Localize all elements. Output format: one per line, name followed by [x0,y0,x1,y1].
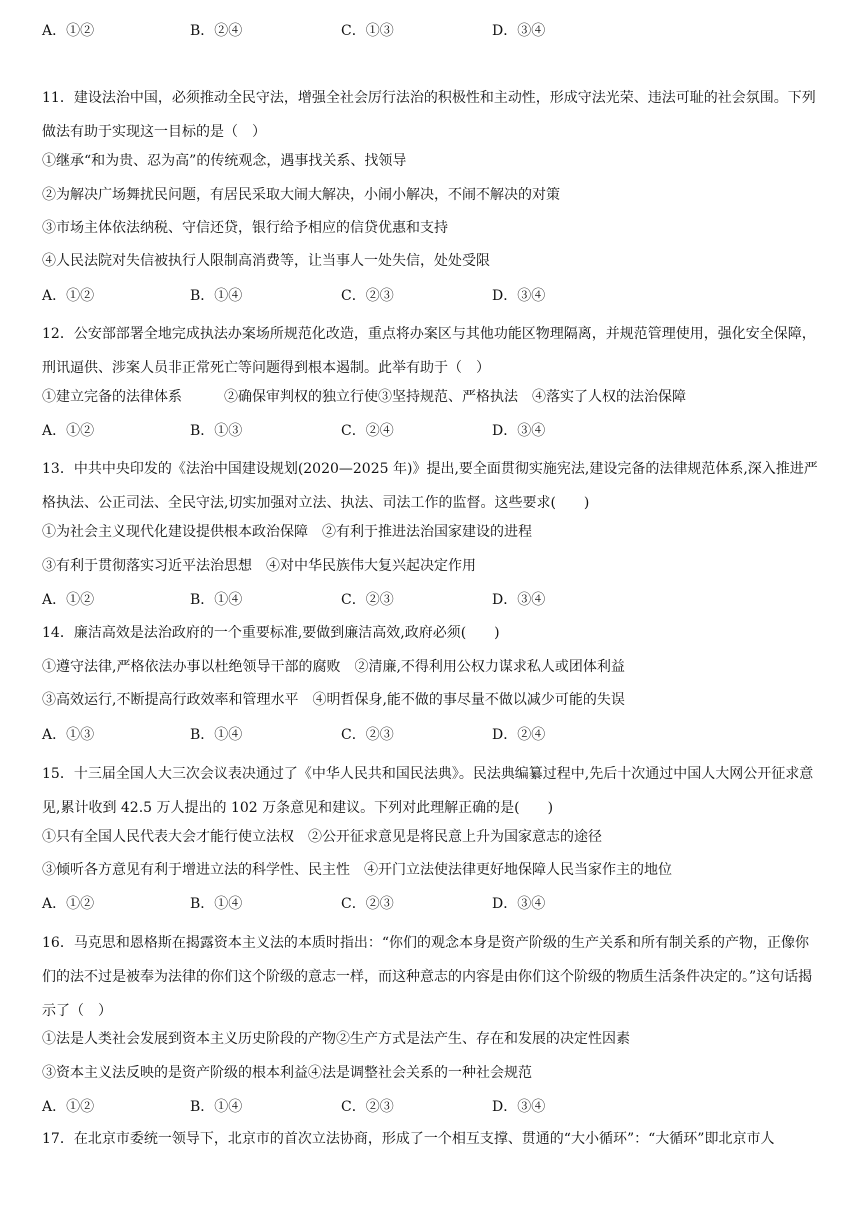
option-b[interactable]: B．①④ [190,727,243,743]
q16-item-1: ①法是人类社会发展到资本主义历史阶段的产物②生产方式是法产生、存在和发展的决定性因素 [42,1031,630,1047]
q11-item-1: ①继承“和为贵、忍为高”的传统观念，遇事找关系、找领导 [42,153,407,169]
q12-options [42,421,822,441]
q15-item-1: ①只有全国人民代表大会才能行使立法权 ②公开征求意见是将民意上升为国家意志的途径 [42,829,602,845]
q17-stem: 17．在北京市委统一领导下，北京市的首次立法协商，形成了一个相互支撑、贯通的“大小循环”：“大循环”即北京市人 [42,1131,775,1147]
q15-item-2: ③倾听各方意见有利于增进立法的科学性、民主性 ④开门立法使法律更好地保障人民当家作主的地位 [42,862,672,878]
q11-options [42,286,822,306]
option-c[interactable]: C．②③ [341,288,394,304]
option-b[interactable]: B．②④ [190,23,243,39]
option-b[interactable]: B．①④ [190,288,243,304]
q11-stem: 11．建设法治中国，必须推动全民守法，增强全社会厉行法治的积极性和主动性，形成守法光荣、违法可耻的社会氛围。下列做法有助于实现这一目标的是（ ） [42,90,816,140]
q13-options [42,590,822,610]
q12-item-1: ①建立完备的法律体系 ②确保审判权的独立行使③坚持规范、严格执法 ④落实了人权的法治保障 [42,389,686,405]
q14-stem: 14．廉洁高效是法治政府的一个重要标准,要做到廉洁高效,政府必须( ) [42,625,500,641]
q16-options [42,1097,822,1117]
q14-options [42,725,822,745]
option-a[interactable]: A．①② [42,288,95,304]
q11-item-4: ④人民法院对失信被执行人限制高消费等，让当事人一处失信，处处受限 [42,253,490,269]
q13-item-1: ①为社会主义现代化建设提供根本政治保障 ②有利于推进法治国家建设的进程 [42,524,532,540]
option-d[interactable]: D．③④ [492,896,546,912]
option-d[interactable]: D．③④ [492,423,546,439]
q16-item-2: ③资本主义法反映的是资产阶级的根本利益④法是调整社会关系的一种社会规范 [42,1065,532,1081]
option-a[interactable]: A．①② [42,23,95,39]
option-a[interactable]: A．①② [42,423,95,439]
option-b[interactable]: B．①④ [190,896,243,912]
q13-stem: 13．中共中央印发的《法治中国建设规划(2020—2025 年)》提出,要全面贯彻实施宪法,建设完备的法律规范体系,深入推进严格执法、公正司法、全民守法,切实加强对立法、执法、司法工作的监督。这些要求( ) [42,461,818,511]
option-c[interactable]: C．①③ [341,23,394,39]
q15-stem: 15．十三届全国人大三次会议表决通过了《中华人民共和国民法典》。民法典编纂过程中,先后十次通过中国人大网公开征求意见,累计收到 42.5 万人提出的 102 万条意见和建议。下列对此理解正确的是( ) [42,766,814,816]
option-b[interactable]: B．①④ [190,1099,243,1115]
q16-stem: 16．马克思和恩格斯在揭露资本主义法的本质时指出：“你们的观念本身是资产阶级的生产关系和所有制关系的产物，正像你们的法不过是被奉为法律的你们这个阶级的意志一样，而这种意志的内容是由你们这个阶级的物质生活条件决定的。”这句话揭示了（ ） [42,935,813,1019]
option-d[interactable]: D．②④ [492,727,546,743]
option-c[interactable]: C．②③ [341,592,394,608]
option-d[interactable]: D．③④ [492,1099,546,1115]
option-a[interactable]: A．①② [42,1099,95,1115]
q15-options [42,894,822,914]
q10-options [42,21,822,41]
option-a[interactable]: A．①② [42,592,95,608]
q14-item-1: ①遵守法律,严格依法办事以杜绝领导干部的腐败 ②清廉,不得利用公权力谋求私人或团体利益 [42,659,625,675]
q13-item-2: ③有利于贯彻落实习近平法治思想 ④对中华民族伟大复兴起决定作用 [42,558,476,574]
option-d[interactable]: D．③④ [492,23,546,39]
option-c[interactable]: C．②④ [341,423,394,439]
option-b[interactable]: B．①③ [190,423,243,439]
q12-stem: 12．公安部部署全地完成执法办案场所规范化改造，重点将办案区与其他功能区物理隔离，并规范管理使用，强化安全保障，刑讯逼供、涉案人员非正常死亡等问题得到根本遏制。此举有助于（ ） [42,326,816,376]
option-c[interactable]: C．②③ [341,896,394,912]
option-a[interactable]: A．①② [42,896,95,912]
option-d[interactable]: D．③④ [492,592,546,608]
q11-item-3: ③市场主体依法纳税、守信还贷，银行给予相应的信贷优惠和支持 [42,220,448,236]
option-a[interactable]: A．①③ [42,727,95,743]
option-d[interactable]: D．③④ [492,288,546,304]
option-c[interactable]: C．②③ [341,727,394,743]
option-c[interactable]: C．②③ [341,1099,394,1115]
q14-item-2: ③高效运行,不断提高行政效率和管理水平 ④明哲保身,能不做的事尽量不做以减少可能的失误 [42,692,625,708]
option-b[interactable]: B．①④ [190,592,243,608]
q11-item-2: ②为解决广场舞扰民问题，有居民采取大闹大解决，小闹小解决，不闹不解决的对策 [42,187,560,203]
